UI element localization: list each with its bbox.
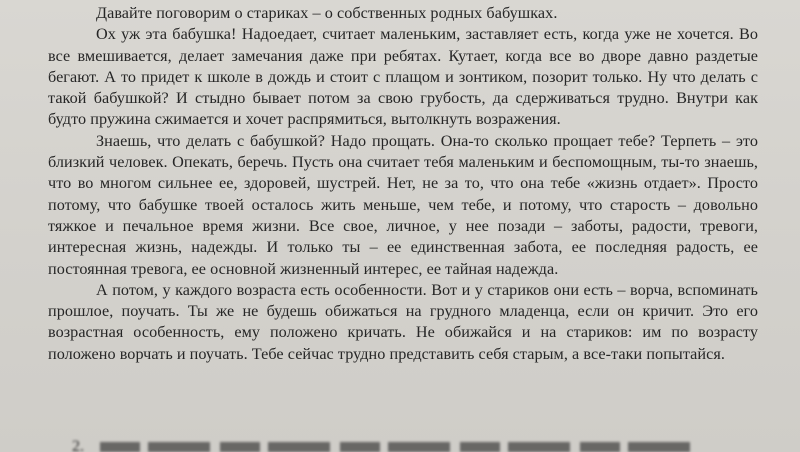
- cutoff-text-blur: [100, 442, 700, 452]
- document-text: [48, 3, 758, 365]
- cutoff-next-item: [72, 438, 772, 452]
- document-heading: Давайте поговорим о стариках – о собственных родных бабушках.: [96, 4, 558, 22]
- paragraph-3: А потом, у каждого возраста есть особенности. Вот и у стариков они есть – ворча, вспоминать прошлое, поучать. Ты же не будешь обижаться на грудного младенца, если он кричит. Это его возрастная особенность, ему положено кричать. Не обижайся и на стариков: им по возрасту положено ворчать и поучать. Тебе сейчас трудно представить себя старым, а все-таки попытайся.: [48, 280, 758, 363]
- paragraph-1: Ох уж эта бабушка! Надоедает, считает маленьким, заставляет есть, когда уже не хочется. Во все вмешивается, делает замечания даже при ребятах. Кутает, когда все во дворе давно раздетые бегают. А то придет к школе в дождь и стоит с плащом и зонтиком, позорит только. Ну что делать с такой бабушкой? И стыдно бывает потом за свою грубость, да сдерживаться трудно. Внутри как будто пружина сжимается и хочет распрямиться, вытолкнуть возражения.: [48, 25, 758, 129]
- paragraph-2: Знаешь, что делать с бабушкой? Надо прощать. Она-то сколько прощает тебе? Терпеть – это близкий человек. Опекать, беречь. Пусть она считает тебя маленьким и беспомощным, ты-то знаешь, что во многом сильнее ее, здоровей, шустрей. Нет, не за то, что она тебе «жизнь отдает». Просто потому, что бабушке твоей осталось жить меньше, чем тебе, и потому, что старость – довольно тяжкое и печальное время жизни. Все свое, личное, у нее позади – заботы, радости, тревоги, интересная жизнь, надежды. И только ты – ее единственная забота, ее последняя радость, ее постоянная тревога, ее основной жизненный интерес, ее тайная надежда.: [48, 131, 758, 278]
- next-item-number: 2.: [72, 438, 84, 452]
